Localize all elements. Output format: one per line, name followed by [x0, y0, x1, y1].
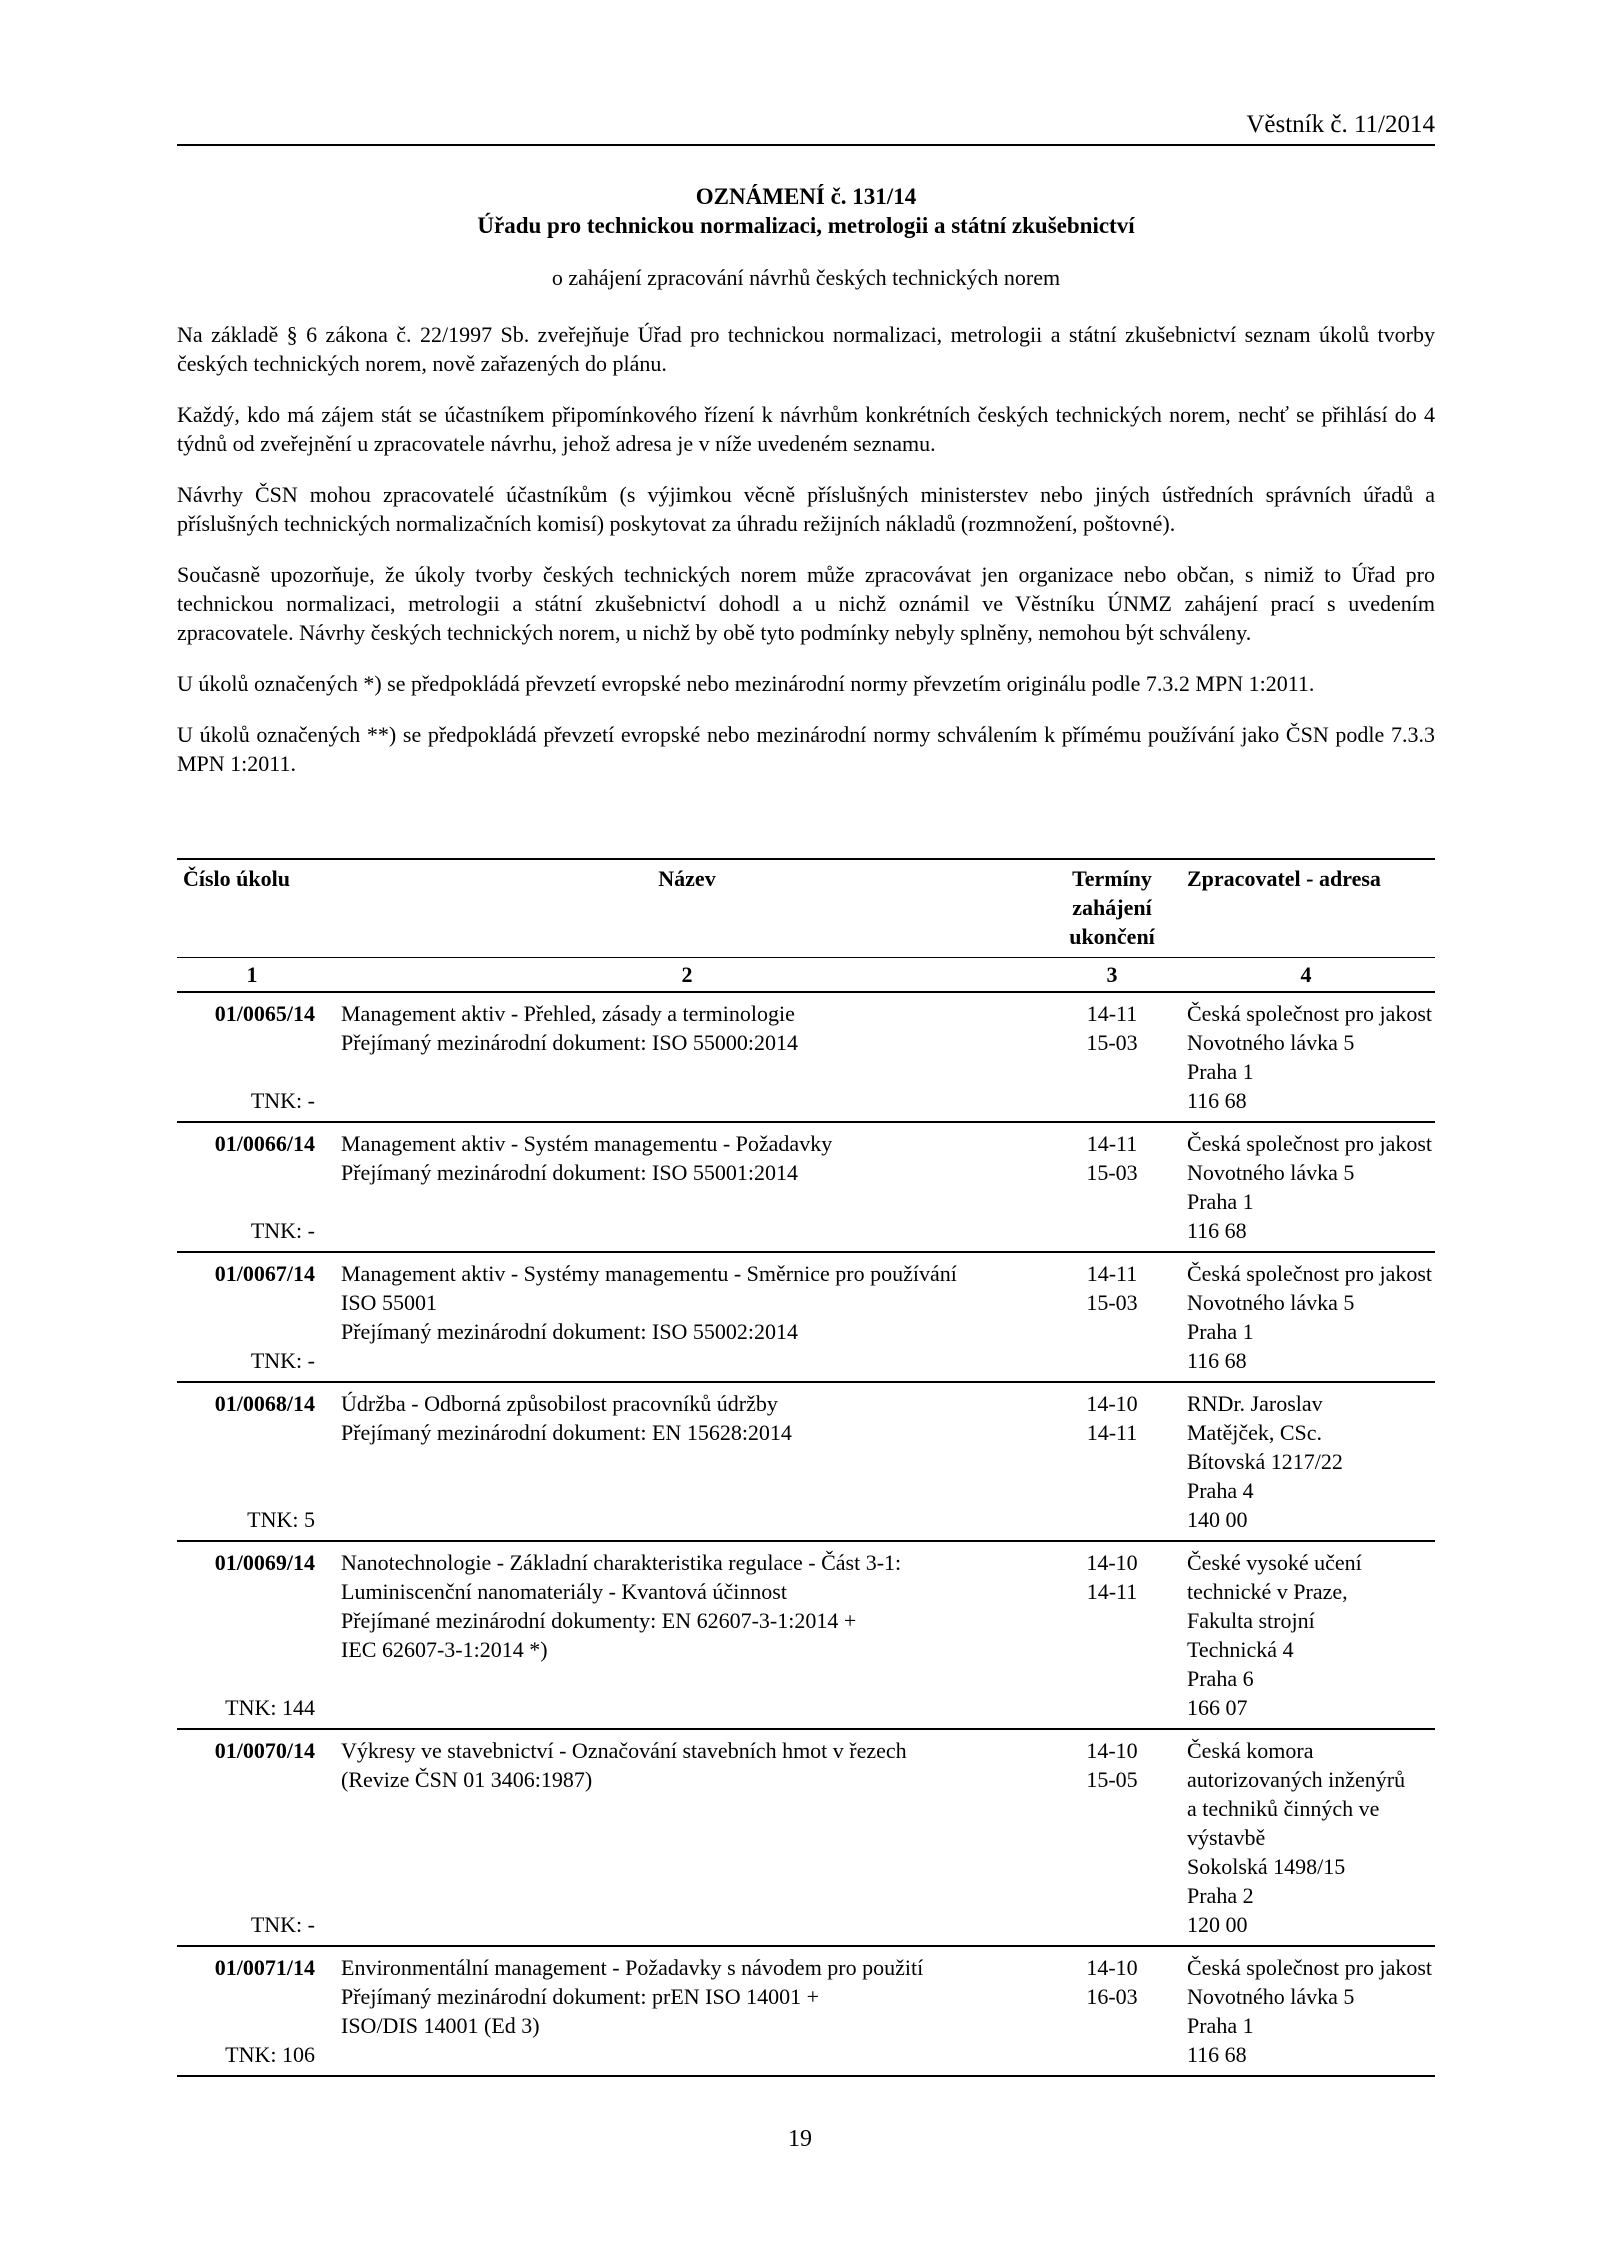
task-tnk: TNK: 106	[225, 2042, 315, 2067]
task-name-line: Přejímaný mezinárodní dokument: ISO 55001:2014	[341, 1160, 799, 1185]
task-name-line: Přejímaný mezinárodní dokument: EN 15628:2014	[341, 1420, 792, 1445]
task-term: 14-11	[1086, 1131, 1138, 1156]
task-name-line: Management aktiv - Systém managementu - Požadavky	[341, 1131, 833, 1156]
processor-line: České vysoké učení	[1187, 1550, 1362, 1575]
task-terms-cell	[1047, 1729, 1177, 1946]
task-term: 14-11	[1086, 1261, 1138, 1286]
task-code-cell	[177, 1541, 327, 1729]
task-term: 15-03	[1086, 1290, 1138, 1315]
processor-line: Praha 4	[1187, 1478, 1254, 1503]
task-tnk: TNK: -	[250, 1088, 315, 1113]
processor-line: Novotného lávka 5	[1187, 1290, 1355, 1315]
processor-line: Novotného lávka 5	[1187, 1160, 1355, 1185]
task-name-line: IEC 62607-3-1:2014 *)	[341, 1637, 548, 1662]
task-name-line: Přejímané mezinárodní dokumenty: EN 62607-3-1:2014 +	[341, 1608, 857, 1633]
processor-line: Česká společnost pro jakost	[1187, 1131, 1433, 1156]
processor-line: Novotného lávka 5	[1187, 1030, 1355, 1055]
processor-line: Praha 6	[1187, 1666, 1254, 1691]
tasks-table	[177, 858, 1435, 2077]
task-code-cell	[177, 1729, 327, 1946]
table-row	[177, 1252, 1435, 1382]
processor-line: Sokolská 1498/15	[1187, 1854, 1346, 1879]
task-term: 15-03	[1086, 1160, 1138, 1185]
task-name-cell	[327, 1252, 1047, 1382]
processor-line: 140 00	[1187, 1507, 1248, 1532]
task-name-line: Výkresy ve stavebnictví - Označování stavebních hmot v řezech	[341, 1738, 907, 1763]
task-name-cell	[327, 1382, 1047, 1541]
processor-line: výstavbě	[1187, 1825, 1266, 1850]
task-number: 01/0070/14	[214, 1738, 315, 1763]
processor-line: 116 68	[1187, 1218, 1247, 1243]
processor-line: Česká společnost pro jakost	[1187, 1001, 1433, 1026]
table-body	[177, 992, 1435, 2076]
task-term: 14-11	[1086, 1001, 1138, 1026]
table-row	[177, 992, 1435, 1122]
task-code-cell	[177, 1946, 327, 2076]
task-term: 14-11	[1086, 1420, 1138, 1445]
header-name: Název	[327, 859, 1047, 958]
task-name-line: Management aktiv - Systémy managementu - Směrnice pro používání	[341, 1261, 957, 1286]
running-head: Věstník č. 11/2014	[177, 110, 1435, 146]
paragraph: Na základě § 6 zákona č. 22/1997 Sb. zveřejňuje Úřad pro technickou normalizaci, metrologii a státní zkušebnictví seznam úkolů tvorby českých technických norem, nově zařazených do plánu.	[177, 322, 1435, 376]
processor-line: Praha 1	[1187, 1189, 1254, 1214]
task-processor-cell	[1177, 992, 1435, 1122]
processor-line: 116 68	[1187, 2042, 1247, 2067]
task-name-line: Přejímaný mezinárodní dokument: prEN ISO 14001 +	[341, 1984, 819, 2009]
task-name-line: (Revize ČSN 01 3406:1987)	[341, 1767, 593, 1792]
page	[177, 0, 1435, 2077]
task-name-line: Přejímaný mezinárodní dokument: ISO 55000:2014	[341, 1030, 799, 1055]
task-number: 01/0067/14	[214, 1261, 315, 1286]
task-term: 14-10	[1086, 1738, 1138, 1763]
processor-line: Fakulta strojní	[1187, 1608, 1315, 1633]
task-name-cell	[327, 992, 1047, 1122]
processor-line: Praha 1	[1187, 2013, 1254, 2038]
processor-line: Bítovská 1217/22	[1187, 1449, 1343, 1474]
task-number: 01/0066/14	[214, 1131, 315, 1156]
table-row	[177, 1122, 1435, 1252]
task-processor-cell	[1177, 1541, 1435, 1729]
table-row	[177, 1541, 1435, 1729]
colnum: 4	[1177, 958, 1435, 993]
task-name-line: Luminiscenční nanomateriály - Kvantová účinnost	[341, 1579, 787, 1604]
task-name-line: ISO 55001	[341, 1290, 437, 1315]
task-processor-cell	[1177, 1729, 1435, 1946]
task-terms-cell	[1047, 1252, 1177, 1382]
processor-line: 166 07	[1187, 1695, 1248, 1720]
task-name-cell	[327, 1946, 1047, 2076]
header-processor: Zpracovatel - adresa	[1177, 859, 1435, 958]
task-terms-cell	[1047, 992, 1177, 1122]
task-term: 14-11	[1086, 1579, 1138, 1604]
processor-line: a techniků činných ve	[1187, 1796, 1380, 1821]
task-terms-cell	[1047, 1122, 1177, 1252]
task-code-cell	[177, 1122, 327, 1252]
task-processor-cell	[1177, 1382, 1435, 1541]
paragraph: U úkolů označených *) se předpokládá převzetí evropské nebo mezinárodní normy převzetím originálu podle 7.3.2 MPN 1:2011.	[177, 671, 1315, 696]
table-row	[177, 1729, 1435, 1946]
header-terms-line: ukončení	[1069, 924, 1155, 949]
colnum: 3	[1047, 958, 1177, 993]
task-code-cell	[177, 1382, 327, 1541]
processor-line: Matějček, CSc.	[1187, 1420, 1323, 1445]
processor-line: technické v Praze,	[1187, 1579, 1348, 1604]
processor-line: Praha 1	[1187, 1319, 1254, 1344]
task-processor-cell	[1177, 1122, 1435, 1252]
header-terms	[1047, 859, 1177, 958]
task-code-cell	[177, 1252, 327, 1382]
announcement-issuer: Úřadu pro technickou normalizaci, metrologii a státní zkušebnictví	[477, 213, 1135, 238]
task-terms-cell	[1047, 1541, 1177, 1729]
colnum: 1	[177, 958, 327, 993]
task-name-cell	[327, 1729, 1047, 1946]
processor-line: autorizovaných inženýrů	[1187, 1767, 1406, 1792]
processor-line: 120 00	[1187, 1912, 1248, 1937]
processor-line: Česká společnost pro jakost	[1187, 1261, 1433, 1286]
processor-line: Česká komora	[1187, 1738, 1314, 1763]
processor-line: RNDr. Jaroslav	[1187, 1391, 1323, 1416]
processor-line: 116 68	[1187, 1088, 1247, 1113]
paragraph: Návrhy ČSN mohou zpracovatelé účastníkům (s výjimkou věcně příslušných ministerstev nebo jiných ústředních správních úřadů a příslušných technických normalizačních komisí) poskytovat za úhradu režijních nákladů (rozmnožení, poštovné).	[177, 482, 1435, 536]
task-name-line: Nanotechnologie - Základní charakteristika regulace - Část 3-1:	[341, 1550, 902, 1575]
processor-line: Praha 1	[1187, 1059, 1254, 1084]
paragraph: U úkolů označených **) se předpokládá převzetí evropské nebo mezinárodní normy schválením k přímému používání jako ČSN podle 7.3.3 MPN 1:2011.	[177, 722, 1435, 776]
table-row	[177, 1382, 1435, 1541]
header-terms-line: zahájení	[1072, 895, 1152, 920]
page-number: 19	[788, 2126, 812, 2152]
task-terms-cell	[1047, 1382, 1177, 1541]
announcement-title: OZNÁMENÍ č. 131/14	[695, 184, 917, 209]
task-processor-cell	[1177, 1946, 1435, 2076]
task-term: 16-03	[1086, 1984, 1138, 2009]
task-name-line: Přejímaný mezinárodní dokument: ISO 55002:2014	[341, 1319, 799, 1344]
task-name-line: Management aktiv - Přehled, zásady a terminologie	[341, 1001, 795, 1026]
task-tnk: TNK: -	[250, 1912, 315, 1937]
task-name-line: ISO/DIS 14001 (Ed 3)	[341, 2013, 540, 2038]
task-tnk: TNK: -	[250, 1218, 315, 1243]
table-row	[177, 1946, 1435, 2076]
task-code-cell	[177, 992, 327, 1122]
paragraph: Současně upozorňuje, že úkoly tvorby českých technických norem může zpracovávat jen organizace nebo občan, s nimiž to Úřad pro technickou normalizaci, metrologii a státní zkušebnictví dohodl a u nichž oznámil ve Věstníku ÚNMZ zahájení prací s uvedením zpracovatele. Návrhy českých technických norem, u nichž by obě tyto podmínky nebyly splněny, nemohou být schváleny.	[177, 562, 1435, 645]
task-term: 15-03	[1086, 1030, 1138, 1055]
header-terms-line: Termíny	[1072, 866, 1152, 891]
task-number: 01/0069/14	[214, 1550, 315, 1575]
task-name-cell	[327, 1541, 1047, 1729]
paragraph: Každý, kdo má zájem stát se účastníkem připomínkového řízení k návrhům konkrétních českých technických norem, nechť se přihlásí do 4 týdnů od zveřejnění u zpracovatele návrhu, jehož adresa je v níže uvedeném seznamu.	[177, 402, 1435, 456]
table-header-row	[177, 859, 1435, 958]
task-term: 14-10	[1086, 1955, 1138, 1980]
task-number: 01/0068/14	[214, 1391, 315, 1416]
task-processor-cell	[1177, 1252, 1435, 1382]
task-name-line: Údržba - Odborná způsobilost pracovníků údržby	[341, 1391, 778, 1416]
processor-line: 116 68	[1187, 1348, 1247, 1373]
announcement-subtitle: o zahájení zpracování návrhů českých technických norem	[551, 265, 1061, 290]
task-term: 14-10	[1086, 1391, 1138, 1416]
task-term: 15-05	[1086, 1767, 1138, 1792]
colnum: 2	[327, 958, 1047, 993]
task-number: 01/0071/14	[214, 1955, 315, 1980]
processor-line: Technická 4	[1187, 1637, 1294, 1662]
task-tnk: TNK: 144	[225, 1695, 315, 1720]
task-name-cell	[327, 1122, 1047, 1252]
task-number: 01/0065/14	[214, 1001, 315, 1026]
task-term: 14-10	[1086, 1550, 1138, 1575]
task-tnk: TNK: -	[250, 1348, 315, 1373]
header-code: Číslo úkolu	[177, 859, 327, 958]
processor-line: Česká společnost pro jakost	[1187, 1955, 1433, 1980]
task-tnk: TNK: 5	[247, 1507, 315, 1532]
table-colnum-row	[177, 958, 1435, 993]
processor-line: Novotného lávka 5	[1187, 1984, 1355, 2009]
processor-line: Praha 2	[1187, 1883, 1254, 1908]
task-terms-cell	[1047, 1946, 1177, 2076]
task-name-line: Environmentální management - Požadavky s návodem pro použití	[341, 1955, 924, 1980]
